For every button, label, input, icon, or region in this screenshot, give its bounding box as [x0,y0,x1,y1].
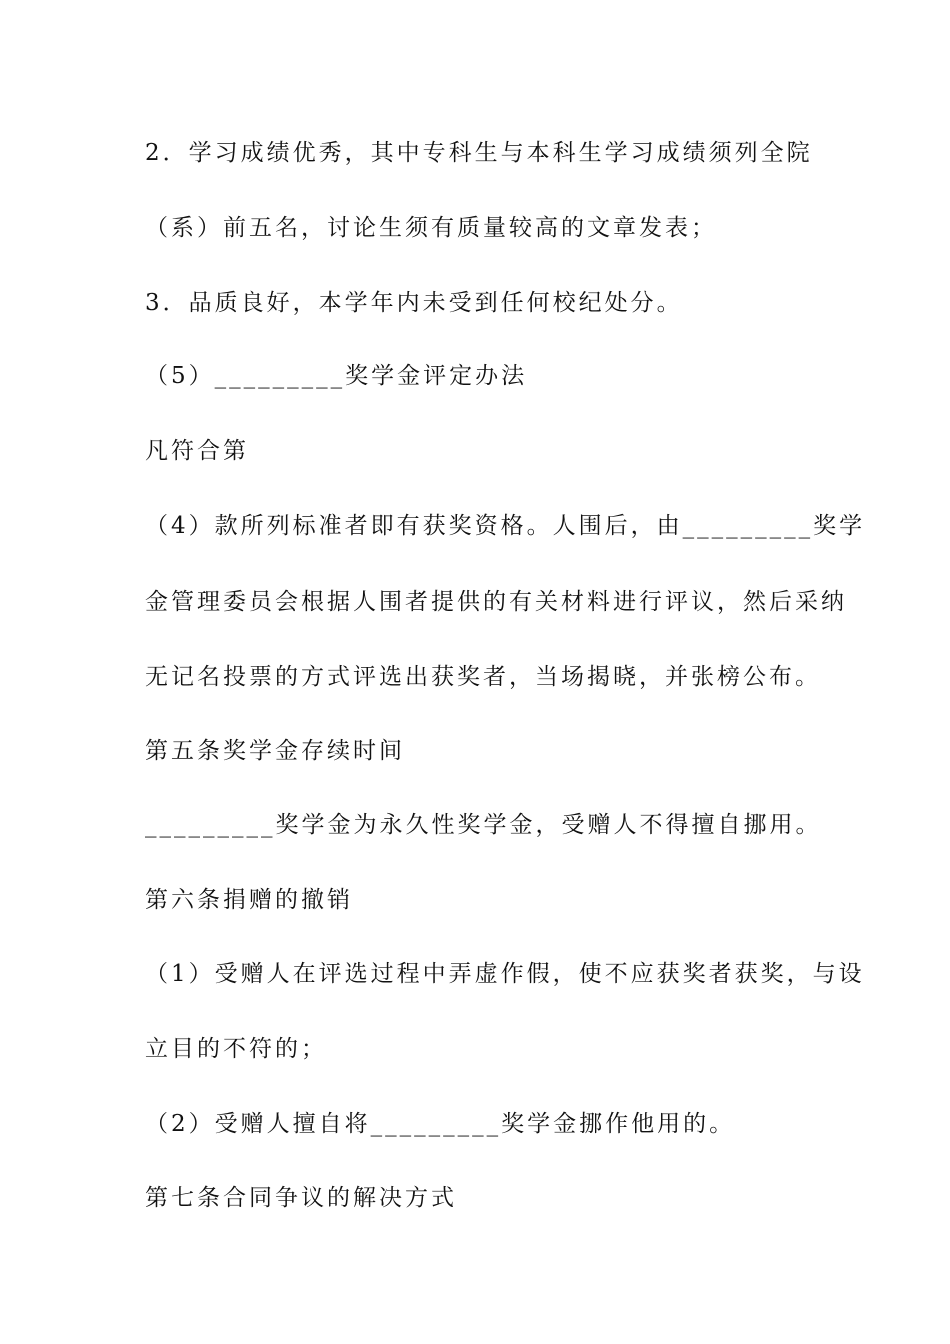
text-line: 立目的不符的； [145,1036,327,1062]
section-heading: （5）_________奖学金评定办法 [145,363,528,389]
text-line: （4）款所列标准者即有获奖资格。人围后，由_________奖学 [145,513,866,539]
article-heading: 第五条奖学金存续时间 [145,738,405,764]
article-heading: 第七条合同争议的解决方式 [145,1185,457,1211]
text-line: 凡符合第 [145,438,249,464]
text-line: 2．学习成绩优秀，其中专科生与本科生学习成绩须列全院 [145,140,813,166]
article-heading: 第六条捐赠的撤销 [145,887,353,913]
text-line: 金管理委员会根据人围者提供的有关材料进行评议，然后采纳 [145,589,847,615]
text-line: （1）受赠人在评选过程中弄虚作假，使不应获奖者获奖，与设 [145,961,865,987]
text-line: （系）前五名，讨论生须有质量较高的文章发表； [145,215,717,241]
text-line: 3．品质良好，本学年内未受到任何校纪处分。 [145,290,683,316]
text-line: （2）受赠人擅自将_________奖学金挪作他用的。 [145,1111,736,1137]
text-line: _________奖学金为永久性奖学金，受赠人不得擅自挪用。 [145,812,822,838]
text-line: 无记名投票的方式评选出获奖者，当场揭晓，并张榜公布。 [145,664,821,690]
